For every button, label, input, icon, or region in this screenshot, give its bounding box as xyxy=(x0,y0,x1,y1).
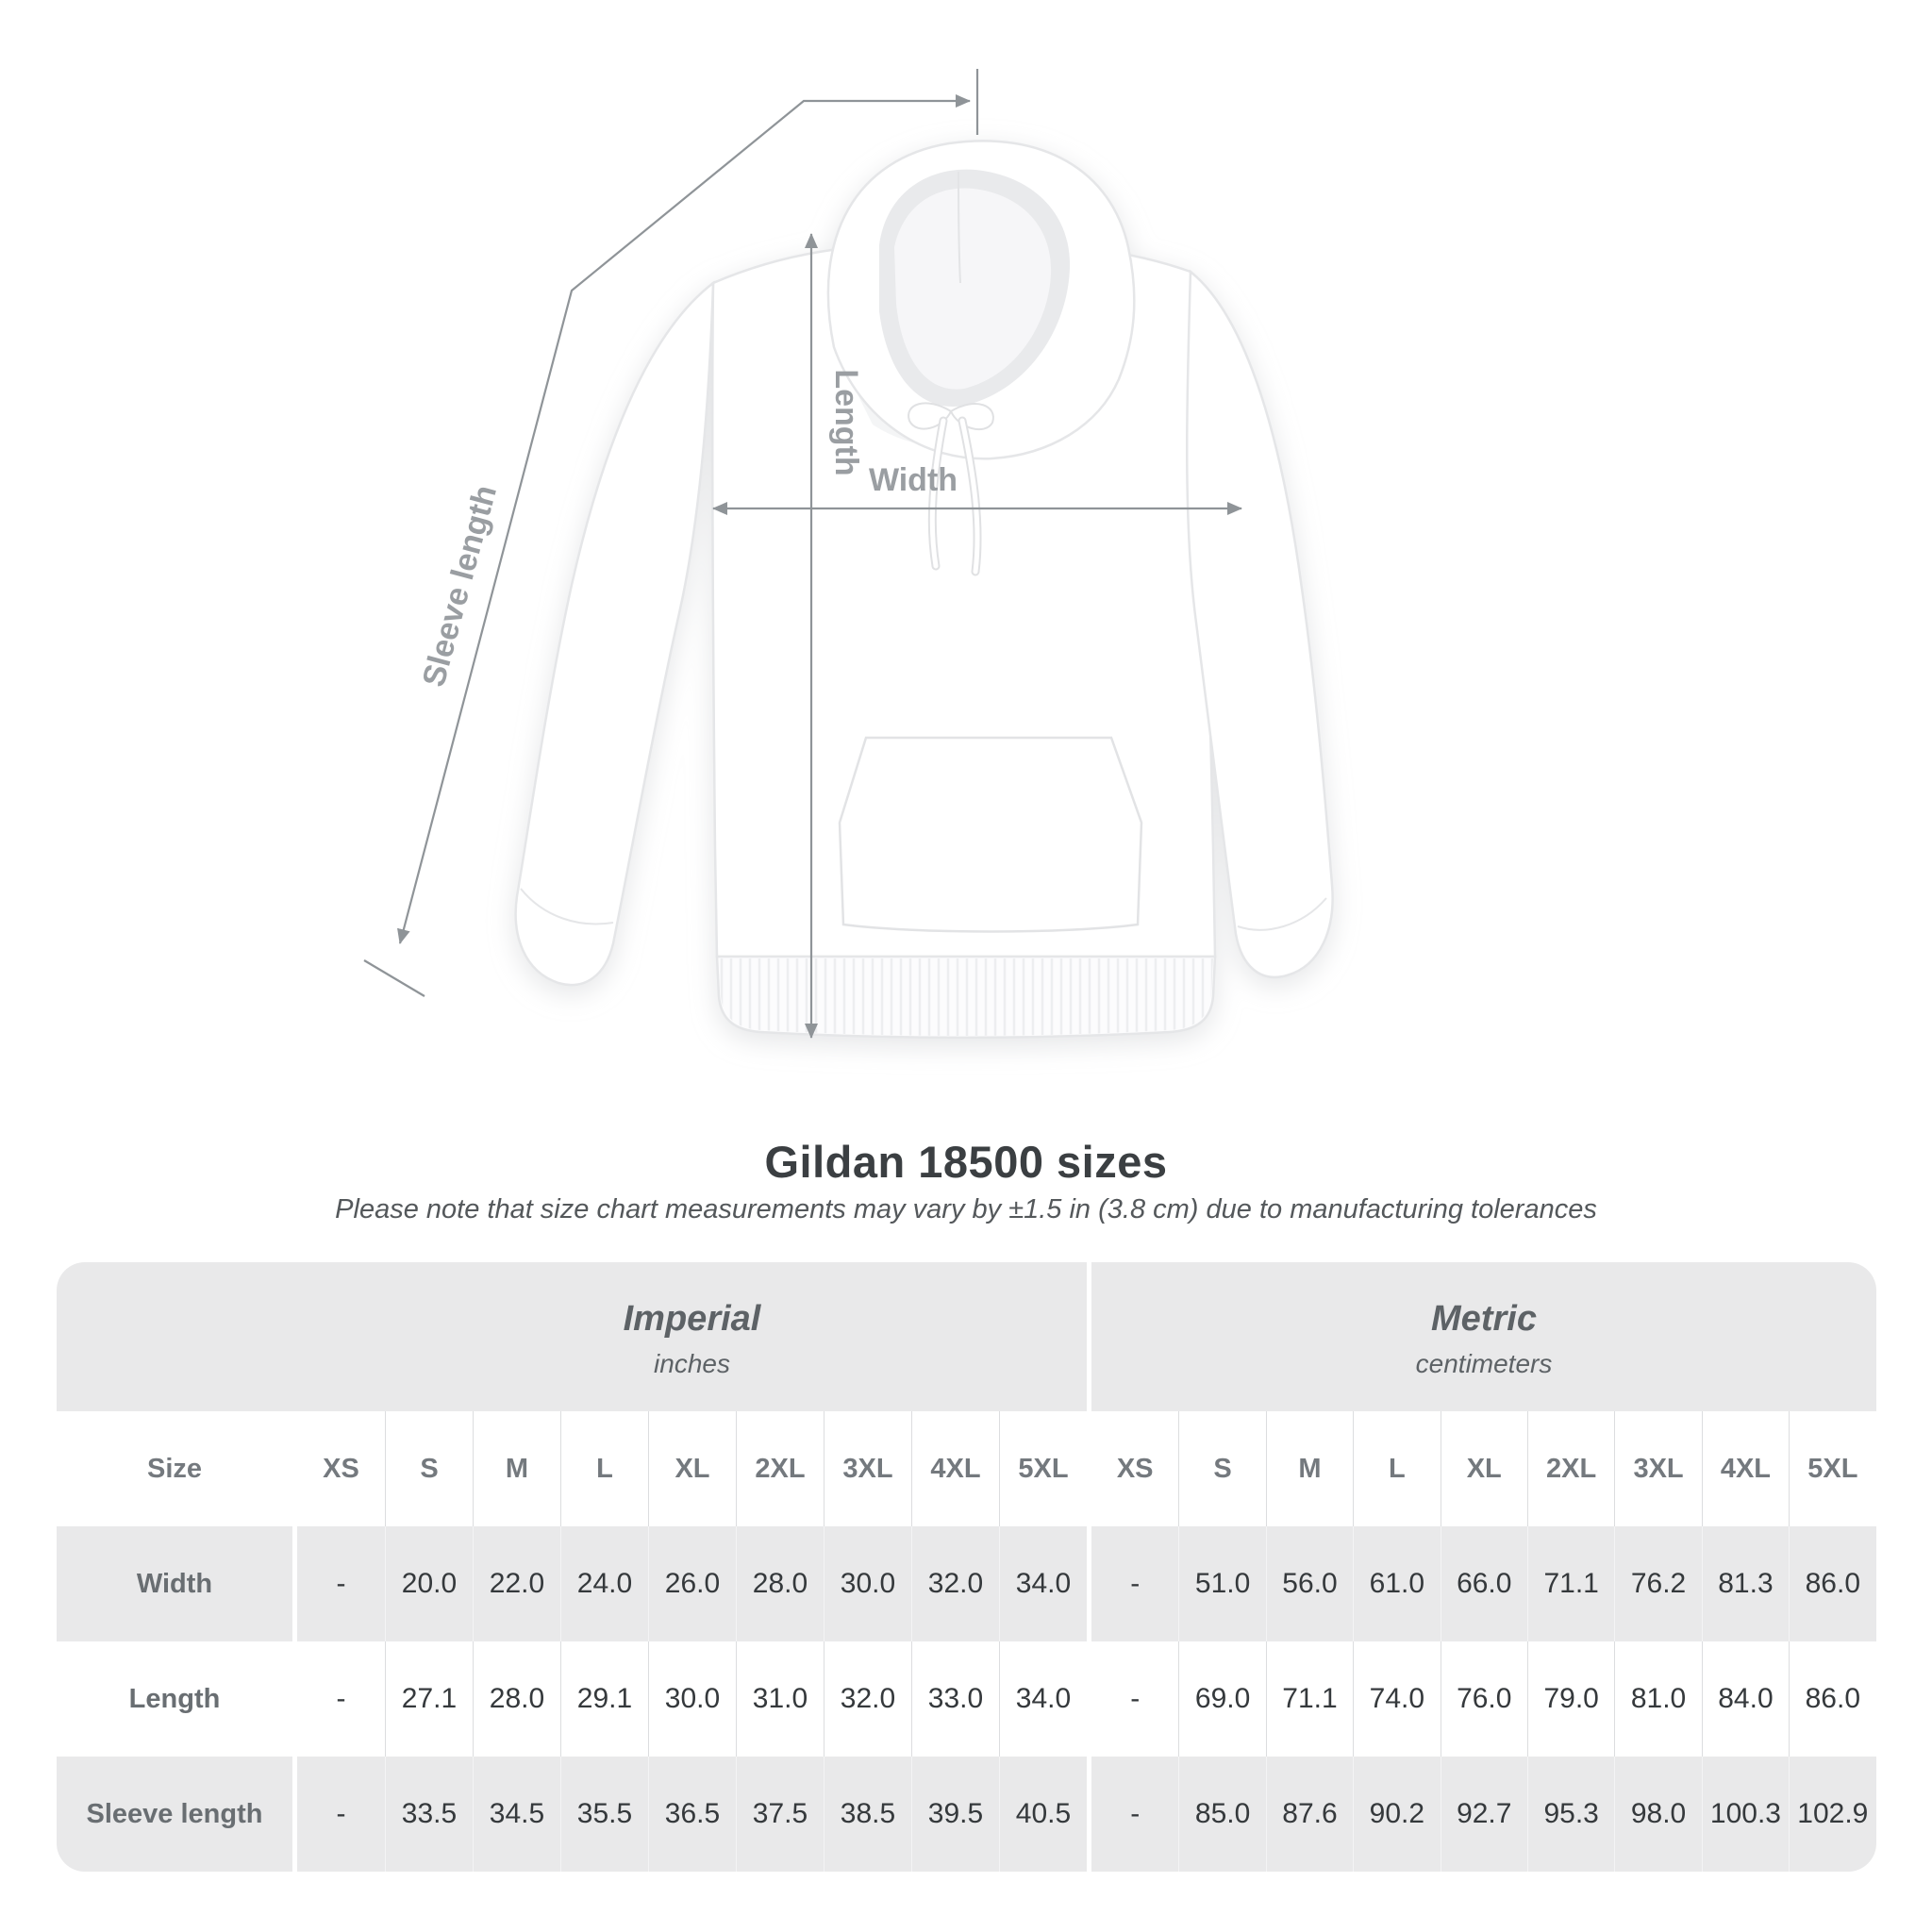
table-cell: 24.0 xyxy=(560,1526,648,1641)
table-cell: 29.1 xyxy=(560,1641,648,1757)
table-cell: 33.0 xyxy=(911,1641,999,1757)
size-header-row xyxy=(57,1411,1876,1526)
table-cell: 74.0 xyxy=(1353,1641,1440,1757)
table-cell: 79.0 xyxy=(1527,1641,1614,1757)
table-cell: 30.0 xyxy=(648,1641,736,1757)
imperial-unit: inches xyxy=(654,1348,730,1378)
table-cell: - xyxy=(336,1568,346,1599)
size-header-cell: M xyxy=(473,1411,560,1526)
table-cell: 34.0 xyxy=(999,1526,1087,1641)
table-cell: 40.5 xyxy=(999,1757,1087,1872)
size-header-cell: XS xyxy=(1116,1453,1154,1484)
table-cell: 32.0 xyxy=(911,1526,999,1641)
size-header-cell: 5XL xyxy=(999,1411,1087,1526)
size-header-cell: 3XL xyxy=(824,1411,911,1526)
table-cell: 36.5 xyxy=(648,1757,736,1872)
table-cell: 20.0 xyxy=(385,1526,473,1641)
table-cell: - xyxy=(1130,1683,1141,1714)
size-header-cell: 3XL xyxy=(1614,1411,1701,1526)
size-header-cell: S xyxy=(385,1411,473,1526)
table-cell: 69.0 xyxy=(1178,1641,1265,1757)
table-cell: 27.1 xyxy=(385,1641,473,1757)
table-cell: 100.3 xyxy=(1702,1757,1789,1872)
table-cell: 31.0 xyxy=(736,1641,824,1757)
table-cell: 87.6 xyxy=(1266,1757,1353,1872)
hoodie-illustration xyxy=(516,141,1333,1038)
table-cell: 92.7 xyxy=(1441,1757,1527,1872)
row-label: Width xyxy=(136,1568,213,1599)
table-cell: 32.0 xyxy=(824,1641,911,1757)
table-cell: 28.0 xyxy=(736,1526,824,1641)
table-cell: 22.0 xyxy=(473,1526,560,1641)
size-header-cell: XL xyxy=(648,1411,736,1526)
size-header-cell: 2XL xyxy=(736,1411,824,1526)
table-row xyxy=(57,1526,1876,1641)
table-cell: 66.0 xyxy=(1441,1526,1527,1641)
metric-unit: centimeters xyxy=(1415,1348,1553,1378)
size-header-cell: S xyxy=(1178,1411,1265,1526)
length-label: Length xyxy=(828,369,864,476)
table-cell: 76.2 xyxy=(1614,1526,1701,1641)
table-cell: - xyxy=(1130,1568,1141,1599)
table-cell: 37.5 xyxy=(736,1757,824,1872)
table-cell: 28.0 xyxy=(473,1641,560,1757)
table-cell: 81.3 xyxy=(1702,1526,1789,1641)
width-label: Width xyxy=(868,462,958,498)
table-cell: - xyxy=(336,1683,346,1714)
table-cell: 61.0 xyxy=(1353,1526,1440,1641)
table-cell: 34.0 xyxy=(999,1641,1087,1757)
metric-header xyxy=(1091,1262,1876,1411)
size-header-cell: L xyxy=(560,1411,648,1526)
row-label: Sleeve length xyxy=(86,1798,263,1829)
table-row xyxy=(57,1641,1876,1757)
imperial-header xyxy=(297,1262,1087,1411)
size-table-body xyxy=(57,1411,1876,1872)
table-cell: 30.0 xyxy=(824,1526,911,1641)
size-header-cell: M xyxy=(1266,1411,1353,1526)
unit-header-band xyxy=(57,1262,1876,1411)
size-column-header: Size xyxy=(146,1453,203,1484)
size-header-cell: 2XL xyxy=(1527,1411,1614,1526)
table-cell: 95.3 xyxy=(1527,1757,1614,1872)
size-header-cell: L xyxy=(1353,1411,1440,1526)
table-cell: - xyxy=(336,1798,346,1829)
table-cell: 85.0 xyxy=(1178,1757,1265,1872)
metric-title: Metric xyxy=(1431,1298,1537,1339)
size-header-cell: 5XL xyxy=(1789,1411,1875,1526)
hoodie-pocket xyxy=(840,738,1141,932)
table-cell: 76.0 xyxy=(1441,1641,1527,1757)
table-cell: 35.5 xyxy=(560,1757,648,1872)
table-cell: 86.0 xyxy=(1789,1526,1875,1641)
size-header-cell: 4XL xyxy=(1702,1411,1789,1526)
table-cell: 84.0 xyxy=(1702,1641,1789,1757)
page-title: Gildan 18500 sizes xyxy=(764,1137,1168,1187)
sleeve-end-tick xyxy=(364,960,425,996)
size-table xyxy=(57,1262,1876,1872)
table-row xyxy=(57,1757,1876,1872)
row-label: Length xyxy=(128,1683,221,1714)
table-cell: 71.1 xyxy=(1266,1641,1353,1757)
table-cell: 26.0 xyxy=(648,1526,736,1641)
table-cell: 38.5 xyxy=(824,1757,911,1872)
size-header-cell: XL xyxy=(1441,1411,1527,1526)
table-cell: 86.0 xyxy=(1789,1641,1875,1757)
table-cell: 56.0 xyxy=(1266,1526,1353,1641)
table-cell: 33.5 xyxy=(385,1757,473,1872)
table-cell: 90.2 xyxy=(1353,1757,1440,1872)
imperial-title: Imperial xyxy=(623,1298,761,1339)
size-header-cell: 4XL xyxy=(911,1411,999,1526)
table-cell: 71.1 xyxy=(1527,1526,1614,1641)
table-cell: 51.0 xyxy=(1178,1526,1265,1641)
table-cell: 102.9 xyxy=(1789,1757,1875,1872)
table-cell: - xyxy=(1130,1798,1141,1829)
table-cell: 81.0 xyxy=(1614,1641,1701,1757)
table-cell: 98.0 xyxy=(1614,1757,1701,1872)
table-cell: 39.5 xyxy=(911,1757,999,1872)
sleeve-length-label: Sleeve length xyxy=(415,481,505,691)
tolerance-note: Please note that size chart measurements may vary by ±1.5 in (3.8 cm) due to manufacturing tolerances xyxy=(335,1194,1597,1224)
size-header-cell: XS xyxy=(323,1453,359,1484)
table-cell: 34.5 xyxy=(473,1757,560,1872)
